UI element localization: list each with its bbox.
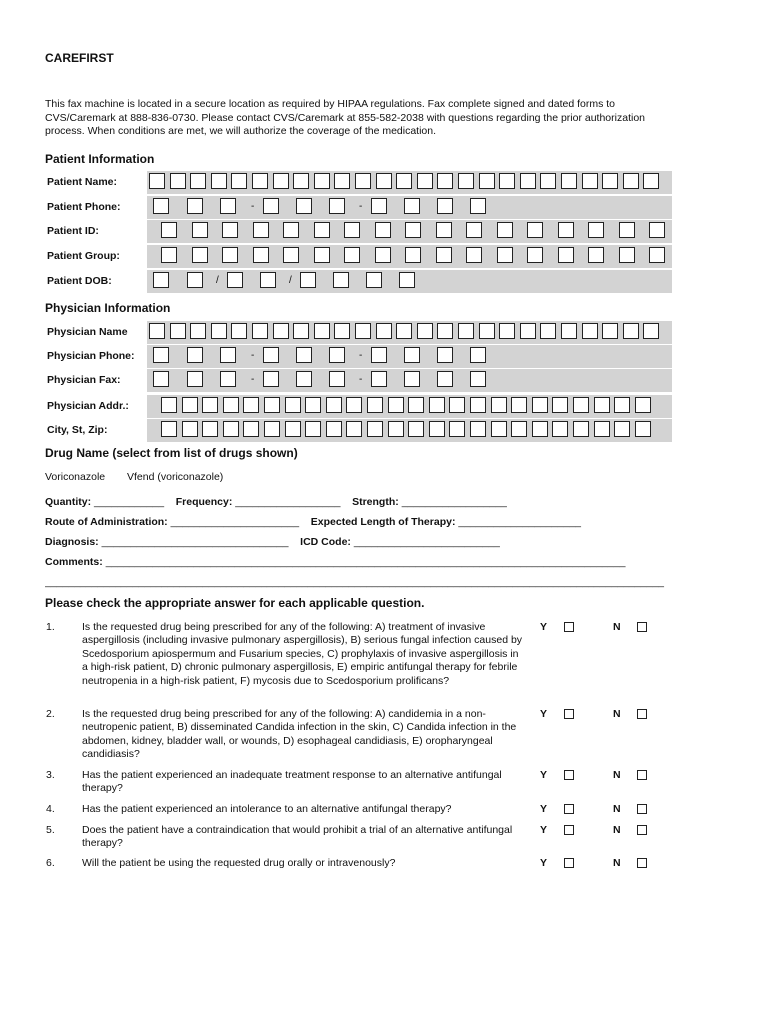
no-checkbox[interactable] (637, 825, 647, 835)
digit-box[interactable] (329, 371, 345, 387)
char-box[interactable] (619, 222, 635, 238)
char-box[interactable] (429, 397, 445, 413)
char-box[interactable] (466, 247, 482, 263)
digit-box[interactable] (437, 347, 453, 363)
length-blank[interactable]: _____________________ (458, 516, 582, 528)
char-box[interactable] (527, 247, 543, 263)
char-box[interactable] (264, 397, 280, 413)
frequency-blank[interactable]: __________________ (235, 496, 341, 508)
char-box[interactable] (437, 323, 453, 339)
yes-label: Y (540, 803, 548, 815)
char-box[interactable] (532, 397, 548, 413)
char-box[interactable] (573, 397, 589, 413)
char-box[interactable] (293, 173, 309, 189)
char-box[interactable] (346, 421, 362, 437)
digit-box[interactable] (187, 198, 203, 214)
digit-box[interactable] (187, 347, 203, 363)
char-box[interactable] (243, 421, 259, 437)
digit-box[interactable] (220, 347, 236, 363)
patient-dob-row (45, 270, 672, 293)
char-box[interactable] (149, 173, 165, 189)
physician-fax-row (45, 369, 672, 392)
char-box[interactable] (405, 247, 421, 263)
drug-option-voriconazole[interactable]: Voriconazole (45, 471, 106, 483)
digit-box[interactable] (371, 198, 387, 214)
city-st-zip-field[interactable] (147, 419, 672, 442)
char-box[interactable] (202, 421, 218, 437)
dash-separator: - (251, 350, 255, 361)
char-box[interactable] (344, 222, 360, 238)
char-box[interactable] (470, 397, 486, 413)
char-box[interactable] (388, 421, 404, 437)
char-box[interactable] (326, 421, 342, 437)
char-box[interactable] (182, 397, 198, 413)
char-box[interactable] (273, 173, 289, 189)
comments-label: Comments: (45, 556, 103, 568)
digit-box[interactable] (153, 371, 169, 387)
no-label: N (613, 857, 621, 869)
comments-blank[interactable]: _________________________________________________________________________________________ (105, 556, 626, 568)
no-label: N (613, 769, 621, 781)
dash-separator: - (359, 374, 363, 385)
no-label: N (613, 803, 621, 815)
char-box[interactable] (408, 397, 424, 413)
patient-name-field[interactable] (147, 171, 672, 194)
char-box[interactable] (314, 247, 330, 263)
no-checkbox[interactable] (637, 804, 647, 814)
no-label: N (613, 824, 621, 836)
digit-box[interactable] (437, 198, 453, 214)
digit-box[interactable] (153, 347, 169, 363)
char-box[interactable] (511, 397, 527, 413)
yes-checkbox[interactable] (564, 709, 574, 719)
char-box[interactable] (497, 222, 513, 238)
digit-box[interactable] (187, 371, 203, 387)
digit-box[interactable] (366, 272, 382, 288)
char-box[interactable] (417, 173, 433, 189)
patient-group-field[interactable] (147, 245, 672, 268)
patient-group-row (45, 245, 672, 268)
char-box[interactable] (346, 397, 362, 413)
char-box[interactable] (470, 421, 486, 437)
char-box[interactable] (355, 173, 371, 189)
no-checkbox[interactable] (637, 622, 647, 632)
dash-separator: - (251, 374, 255, 385)
drug-name-heading: Drug Name (select from list of drugs shown) (45, 446, 298, 460)
char-box[interactable] (635, 421, 651, 437)
digit-box[interactable] (399, 272, 415, 288)
question-number: 2. (46, 708, 55, 720)
digit-box[interactable] (470, 347, 486, 363)
digit-box[interactable] (333, 272, 349, 288)
char-box[interactable] (305, 421, 321, 437)
digit-box[interactable] (263, 371, 279, 387)
char-box[interactable] (314, 222, 330, 238)
char-box[interactable] (253, 222, 269, 238)
char-box[interactable] (293, 323, 309, 339)
digit-box[interactable] (470, 371, 486, 387)
physician-phone-row (45, 345, 672, 368)
city-st-zip-row (45, 419, 672, 442)
char-box[interactable] (458, 173, 474, 189)
patient-name-label: Patient Name: (47, 176, 118, 188)
physician-addr-field[interactable] (147, 395, 672, 418)
no-checkbox[interactable] (637, 709, 647, 719)
char-box[interactable] (376, 173, 392, 189)
char-box[interactable] (202, 397, 218, 413)
char-box[interactable] (594, 397, 610, 413)
physician-phone-field[interactable] (147, 345, 672, 368)
char-box[interactable] (619, 247, 635, 263)
char-box[interactable] (558, 247, 574, 263)
comments-line (45, 556, 670, 568)
city-st-zip-label: City, St, Zip: (47, 424, 108, 436)
yes-label: Y (540, 621, 548, 633)
physician-phone-label: Physician Phone: (47, 350, 135, 362)
char-box[interactable] (436, 222, 452, 238)
char-box[interactable] (582, 323, 598, 339)
char-box[interactable] (285, 397, 301, 413)
digit-box[interactable] (263, 198, 279, 214)
route-blank[interactable]: ______________________ (170, 516, 300, 528)
patient-dob-field[interactable] (147, 270, 672, 293)
char-box[interactable] (588, 222, 604, 238)
char-box[interactable] (192, 222, 208, 238)
char-box[interactable] (614, 421, 630, 437)
char-box[interactable] (182, 421, 198, 437)
no-label: N (613, 708, 621, 720)
char-box[interactable] (499, 173, 515, 189)
question-number: 6. (46, 857, 55, 869)
char-box[interactable] (552, 421, 568, 437)
dash-separator: - (359, 201, 363, 212)
comments-line-2 (45, 576, 670, 588)
char-box[interactable] (334, 323, 350, 339)
char-box[interactable] (252, 173, 268, 189)
quantity-frequency-strength-line (45, 496, 507, 508)
diagnosis-blank[interactable]: ________________________________ (101, 536, 289, 548)
strength-blank[interactable]: __________________ (401, 496, 507, 508)
digit-box[interactable] (371, 347, 387, 363)
icd-code-label: ICD Code: (300, 536, 351, 548)
frequency-label: Frequency: (175, 496, 233, 508)
patient-id-row (45, 220, 672, 243)
char-box[interactable] (273, 323, 289, 339)
digit-box[interactable] (260, 272, 276, 288)
char-box[interactable] (405, 222, 421, 238)
char-box[interactable] (643, 173, 659, 189)
intro-text: This fax machine is located in a secure location as required by HIPAA regulations. Fax complete signed and dated forms to CVS/Caremark at 888-836-0730. Please contact CVS/Caremark at 855-582-2038 with questions regarding the prior authorization process. When conditions are met, we will authorize the coverage of the medication. (45, 98, 645, 137)
char-box[interactable] (211, 173, 227, 189)
quantity-blank[interactable]: ____________ (94, 496, 165, 508)
physician-name-row (45, 321, 672, 344)
yes-checkbox[interactable] (564, 770, 574, 780)
no-label: N (613, 621, 621, 633)
char-box[interactable] (396, 173, 412, 189)
route-length-line (45, 516, 581, 528)
char-box[interactable] (149, 323, 165, 339)
question-text: Does the patient have a contraindication that would prohibit a trial of an alternative antifungal therapy? (82, 824, 513, 850)
yes-label: Y (540, 824, 548, 836)
digit-box[interactable] (329, 347, 345, 363)
char-box[interactable] (558, 222, 574, 238)
char-box[interactable] (491, 397, 507, 413)
length-label: Expected Length of Therapy: (310, 516, 456, 528)
char-box[interactable] (649, 222, 665, 238)
char-box[interactable] (458, 323, 474, 339)
char-box[interactable] (388, 397, 404, 413)
yes-checkbox[interactable] (564, 622, 574, 632)
yes-label: Y (540, 708, 548, 720)
drug-option-vfend[interactable]: Vfend (voriconazole) (127, 471, 224, 483)
char-box[interactable] (305, 397, 321, 413)
char-box[interactable] (520, 173, 536, 189)
char-box[interactable] (223, 397, 239, 413)
physician-name-field[interactable] (147, 321, 672, 344)
char-box[interactable] (223, 421, 239, 437)
digit-box[interactable] (220, 371, 236, 387)
dash-separator: - (359, 350, 363, 361)
patient-dob-label: Patient DOB: (47, 275, 112, 287)
char-box[interactable] (375, 247, 391, 263)
patient-id-label: Patient ID: (47, 225, 99, 237)
char-box[interactable] (231, 323, 247, 339)
patient-phone-field[interactable] (147, 196, 672, 219)
quantity-label: Quantity: (45, 496, 92, 508)
slash-separator: / (289, 275, 292, 286)
digit-box[interactable] (187, 272, 203, 288)
char-box[interactable] (449, 421, 465, 437)
char-box[interactable] (283, 247, 299, 263)
char-box[interactable] (375, 222, 391, 238)
char-box[interactable] (326, 397, 342, 413)
char-box[interactable] (344, 247, 360, 263)
char-box[interactable] (367, 421, 383, 437)
char-box[interactable] (614, 397, 630, 413)
char-box[interactable] (161, 247, 177, 263)
char-box[interactable] (334, 173, 350, 189)
char-box[interactable] (623, 323, 639, 339)
char-box[interactable] (623, 173, 639, 189)
char-box[interactable] (285, 421, 301, 437)
patient-phone-row (45, 196, 672, 219)
physician-fax-field[interactable] (147, 369, 672, 392)
dash-separator: - (251, 201, 255, 212)
yes-label: Y (540, 769, 548, 781)
physician-addr-label: Physician Addr.: (47, 400, 129, 412)
patient-phone-label: Patient Phone: (47, 201, 121, 213)
char-box[interactable] (520, 323, 536, 339)
char-box[interactable] (540, 323, 556, 339)
char-box[interactable] (253, 247, 269, 263)
char-box[interactable] (429, 421, 445, 437)
form-title: CAREFIRST (45, 51, 114, 65)
char-box[interactable] (231, 173, 247, 189)
questions-heading: Please check the appropriate answer for each applicable question. (45, 596, 425, 610)
digit-box[interactable] (329, 198, 345, 214)
patient-info-heading: Patient Information (45, 152, 155, 166)
diagnosis-icd-line (45, 536, 500, 548)
char-box[interactable] (602, 173, 618, 189)
char-box[interactable] (437, 173, 453, 189)
char-box[interactable] (497, 247, 513, 263)
char-box[interactable] (594, 421, 610, 437)
question-text: Is the requested drug being prescribed for any of the following: A) treatment of invasive aspergillosis (including invasive pulmonary aspergillosis), B) serious fungal infection caused by Scedosporium apiospermum and Fusarium species, C) prophylaxis of invasive aspergillosis in a high-risk patient, D) chronic pulmonary aspergillosis, E) empiric antifungal therapy for febrile neutropenia in a high-risk patient, F) mycosis due to Scedosporium prolificans? (82, 621, 523, 687)
physician-name-label: Physician Name (47, 326, 128, 338)
char-box[interactable] (376, 323, 392, 339)
char-box[interactable] (532, 421, 548, 437)
char-box[interactable] (552, 397, 568, 413)
char-box[interactable] (449, 397, 465, 413)
yes-checkbox[interactable] (564, 804, 574, 814)
digit-box[interactable] (296, 371, 312, 387)
char-box[interactable] (479, 173, 495, 189)
physician-info-heading: Physician Information (45, 301, 171, 315)
yes-label: Y (540, 857, 548, 869)
yes-checkbox[interactable] (564, 858, 574, 868)
char-box[interactable] (602, 323, 618, 339)
char-box[interactable] (573, 421, 589, 437)
char-box[interactable] (211, 323, 227, 339)
physician-fax-label: Physician Fax: (47, 374, 121, 386)
question-text: Will the patient be using the requested drug orally or intravenously? (82, 857, 396, 869)
char-box[interactable] (314, 173, 330, 189)
char-box[interactable] (170, 173, 186, 189)
char-box[interactable] (252, 323, 268, 339)
no-checkbox[interactable] (637, 858, 647, 868)
char-box[interactable] (561, 323, 577, 339)
digit-box[interactable] (153, 198, 169, 214)
char-box[interactable] (417, 323, 433, 339)
char-box[interactable] (283, 222, 299, 238)
digit-box[interactable] (263, 347, 279, 363)
digit-box[interactable] (153, 272, 169, 288)
char-box[interactable] (511, 421, 527, 437)
char-box[interactable] (161, 222, 177, 238)
patient-name-row (45, 171, 672, 194)
char-box[interactable] (190, 323, 206, 339)
char-box[interactable] (466, 222, 482, 238)
digit-box[interactable] (404, 371, 420, 387)
char-box[interactable] (264, 421, 280, 437)
char-box[interactable] (192, 247, 208, 263)
char-box[interactable] (222, 222, 238, 238)
diagnosis-label: Diagnosis: (45, 536, 99, 548)
patient-group-label: Patient Group: (47, 250, 120, 262)
char-box[interactable] (491, 421, 507, 437)
digit-box[interactable] (404, 198, 420, 214)
yes-checkbox[interactable] (564, 825, 574, 835)
digit-box[interactable] (470, 198, 486, 214)
route-label: Route of Administration: (45, 516, 168, 528)
char-box[interactable] (355, 323, 371, 339)
char-box[interactable] (436, 247, 452, 263)
char-box[interactable] (561, 173, 577, 189)
slash-separator: / (216, 275, 219, 286)
char-box[interactable] (499, 323, 515, 339)
char-box[interactable] (408, 421, 424, 437)
no-checkbox[interactable] (637, 770, 647, 780)
question-number: 3. (46, 769, 55, 781)
char-box[interactable] (161, 421, 177, 437)
digit-box[interactable] (404, 347, 420, 363)
digit-box[interactable] (371, 371, 387, 387)
patient-id-field[interactable] (147, 220, 672, 243)
question-text: Is the requested drug being prescribed for any of the following: A) candidemia in a non-neutropenic patient, B) disseminated Candida infection in the skin, C) Candida infection in the abdomen, kidney, bladder wall, or wounds, D) esophageal candidiasis, E) oropharyngeal candidiasis? (82, 708, 517, 761)
char-box[interactable] (222, 247, 238, 263)
char-box[interactable] (367, 397, 383, 413)
char-box[interactable] (582, 173, 598, 189)
digit-box[interactable] (220, 198, 236, 214)
digit-box[interactable] (300, 272, 316, 288)
char-box[interactable] (643, 323, 659, 339)
char-box[interactable] (635, 397, 651, 413)
char-box[interactable] (649, 247, 665, 263)
question-text: Has the patient experienced an intolerance to an alternative antifungal therapy? (82, 803, 452, 815)
char-box[interactable] (479, 323, 495, 339)
digit-box[interactable] (227, 272, 243, 288)
question-number: 1. (46, 621, 55, 633)
question-number: 5. (46, 824, 55, 836)
physician-addr-row (45, 395, 672, 418)
question-text: Has the patient experienced an inadequate treatment response to an alternative antifungal therapy? (82, 769, 502, 795)
comments-blank-2[interactable]: __________________________________________________________________________________________________________ (45, 576, 664, 588)
digit-box[interactable] (296, 347, 312, 363)
char-box[interactable] (540, 173, 556, 189)
char-box[interactable] (396, 323, 412, 339)
digit-box[interactable] (296, 198, 312, 214)
char-box[interactable] (161, 397, 177, 413)
digit-box[interactable] (437, 371, 453, 387)
char-box[interactable] (243, 397, 259, 413)
char-box[interactable] (190, 173, 206, 189)
char-box[interactable] (170, 323, 186, 339)
char-box[interactable] (314, 323, 330, 339)
icd-code-blank[interactable]: _________________________ (353, 536, 500, 548)
strength-label: Strength: (352, 496, 399, 508)
question-number: 4. (46, 803, 55, 815)
char-box[interactable] (527, 222, 543, 238)
char-box[interactable] (588, 247, 604, 263)
